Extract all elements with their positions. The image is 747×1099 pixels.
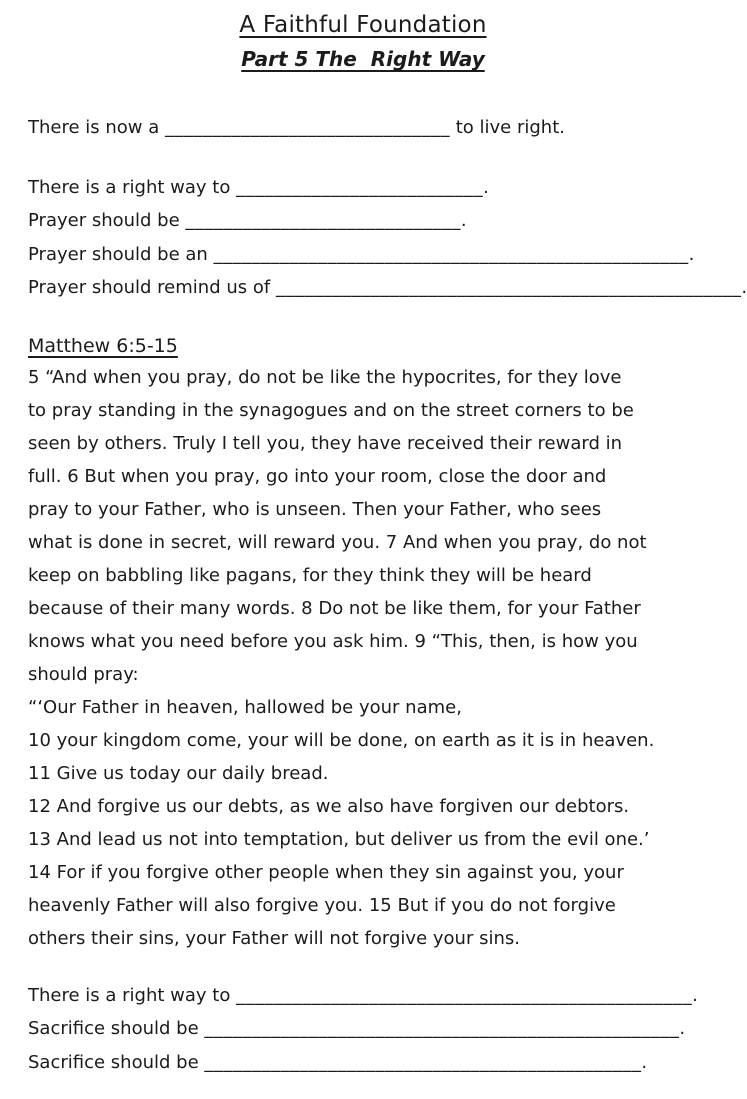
- fill-in-prefix: There is a right way to: [28, 176, 237, 198]
- passage-line: knows what you need before you ask him. 9 “This, then, is how you: [28, 630, 638, 652]
- passage-line: what is done in secret, will reward you. 7 And when you pray, do not: [28, 531, 647, 553]
- fill-in-line: [28, 979, 698, 1013]
- fill-in-line: [28, 204, 698, 238]
- passage-line: 5 “And when you pray, do not be like the hypocrites, for they love: [28, 366, 622, 388]
- passage-line: 10 your kingdom come, your will be done, on earth as it is in heaven.: [28, 729, 655, 751]
- passage-line: seen by others. Truly I tell you, they have received their reward in: [28, 432, 623, 454]
- passage-line: pray to your Father, who is unseen. Then your Father, who sees: [28, 498, 602, 520]
- scripture-passage: [28, 361, 698, 955]
- fill-in-prefix: There is now a: [28, 117, 165, 138]
- fill-in-line: [28, 271, 747, 305]
- fill-in-prefix: Prayer should be an: [28, 243, 214, 265]
- fill-in-suffix: .: [741, 277, 747, 298]
- fill-in-line: [28, 171, 698, 205]
- fill-in-line: [28, 1012, 698, 1046]
- worksheet-page: [28, 12, 747, 1079]
- fill-in-prefix: Sacrifice should be: [28, 1018, 205, 1039]
- passage-line: because of their many words. 8 Do not be like them, for your Father: [28, 597, 641, 619]
- passage-line: keep on babbling like pagans, for they think they will be heard: [28, 564, 592, 586]
- blank-line: __________________________________________________: [204, 1018, 680, 1039]
- passage-line: full. 6 But when you pray, go into your room, close the door and: [28, 465, 607, 487]
- fill-in-prefix: Prayer should be: [28, 210, 186, 231]
- fill-in-prefix: Sacrifice should be: [28, 1051, 205, 1073]
- passage-line: 14 For if you forgive other people when they sin against you, your: [28, 861, 624, 883]
- fill-in-suffix: .: [692, 984, 698, 1006]
- blank-line: ______________________________________________: [204, 1051, 642, 1073]
- fill-in-suffix: .: [679, 1018, 686, 1039]
- scripture-reference-heading: Matthew 6:5-15: [28, 334, 178, 357]
- blank-line: ________________________________________________: [236, 984, 693, 1006]
- fill-in-line: [28, 1046, 698, 1080]
- fill-in-suffix: .: [641, 1051, 648, 1073]
- fill-in-prefix: Prayer should remind us of: [28, 277, 276, 298]
- fill-in-line-intro: [28, 111, 698, 145]
- passage-line: 11 Give us today our daily bread.: [28, 762, 329, 784]
- blank-line: _________________________________________________: [275, 277, 742, 298]
- blank-line: __________________________: [236, 176, 484, 198]
- passage-line: 13 And lead us not into temptation, but deliver us from the evil one.’: [28, 828, 650, 850]
- sacrifice-fill-in-section: [28, 979, 698, 1080]
- blank-line: ______________________________: [165, 117, 450, 138]
- passage-line: others their sins, your Father will not forgive your sins.: [28, 927, 520, 949]
- blank-line: __________________________________________________: [213, 243, 689, 265]
- fill-in-prefix: There is a right way to: [28, 984, 237, 1006]
- passage-line: “‘Our Father in heaven, hallowed be your name,: [28, 696, 462, 718]
- fill-in-suffix: .: [688, 243, 695, 265]
- page-title: A Faithful Foundation: [239, 12, 487, 38]
- fill-in-suffix: .: [460, 210, 467, 231]
- page-subtitle: Part 5 The Right Way: [241, 47, 485, 71]
- fill-in-suffix: .: [483, 176, 489, 198]
- fill-in-suffix: to live right.: [450, 117, 565, 138]
- passage-line: to pray standing in the synagogues and on the street corners to be: [28, 399, 634, 421]
- blank-line: _____________________________: [185, 210, 461, 231]
- passage-line: heavenly Father will also forgive you. 15 But if you do not forgive: [28, 894, 616, 916]
- passage-line: should pray:: [28, 663, 139, 685]
- fill-in-line: [28, 238, 698, 272]
- passage-line: 12 And forgive us our debts, as we also have forgiven our debtors.: [28, 795, 630, 817]
- prayer-fill-in-section: [28, 171, 747, 305]
